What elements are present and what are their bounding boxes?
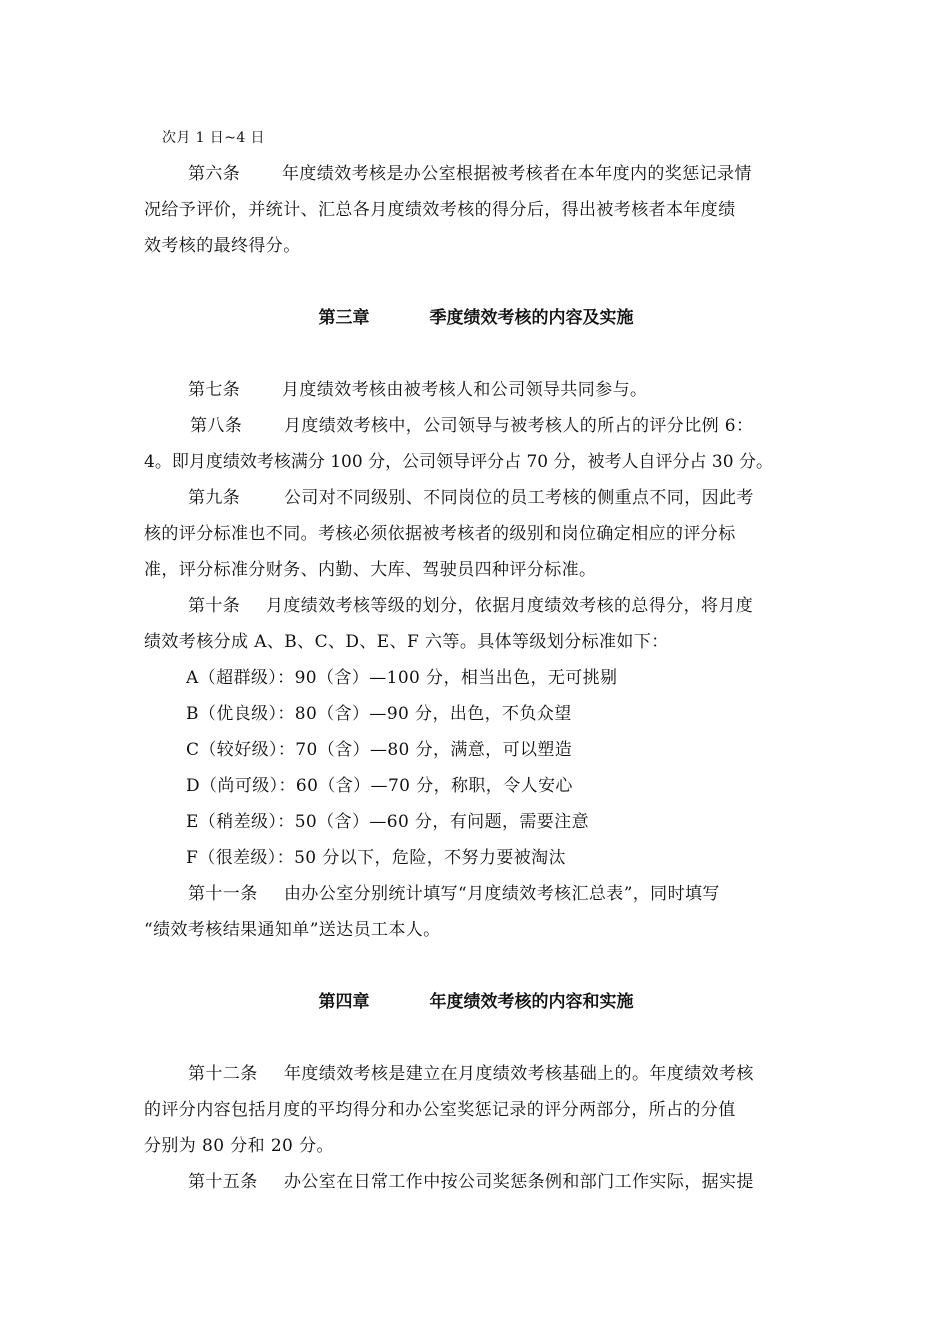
article-text: 月度绩效考核等级的划分，依据月度绩效考核的总得分，将月度 — [266, 596, 754, 616]
chapter-title: 年度绩效考核的内容和实施 — [429, 992, 634, 1012]
text-line: 核的评分标准也不同。考核必须依据被考核者的级别和岗位确定相应的评分标 — [144, 524, 736, 544]
article-label: 第八条 — [190, 416, 243, 436]
article-10 — [144, 588, 808, 624]
text-line: 4。即月度绩效考核满分 100 分，公司领导评分占 70 分，被考人自评分占 30 分。 — [144, 452, 773, 472]
chapter-label: 第四章 — [318, 992, 370, 1012]
article-15 — [144, 1164, 808, 1200]
grade-item: E（稍差级）：50（含）—60 分，有问题，需要注意 — [186, 812, 589, 832]
article-11 — [144, 876, 808, 912]
grade-item: C（较好级）：70（含）—80 分，满意，可以塑造 — [186, 740, 573, 760]
chapter-title: 季度绩效考核的内容及实施 — [429, 308, 634, 328]
article-9 — [144, 480, 808, 516]
article-7 — [144, 372, 808, 408]
spacer — [144, 948, 808, 984]
article-text: 月度绩效考核由被考核人和公司领导共同参与。 — [282, 380, 648, 400]
spacer — [144, 336, 808, 372]
document-body — [144, 120, 808, 1200]
spacer — [144, 1020, 808, 1056]
article-text: 由办公室分别统计填写“月度绩效考核汇总表”，同时填写 — [284, 884, 720, 904]
grade-item: A（超群级）：90（含）—100 分，相当出色，无可挑剔 — [186, 668, 618, 688]
text-line: 准，评分标准分财务、内勤、大库、驾驶员四种评分标准。 — [144, 560, 597, 580]
text-line: 况给予评价，并统计、汇总各月度绩效考核的得分后，得出被考核者本年度绩 — [144, 200, 736, 220]
article-6 — [144, 156, 808, 192]
article-12 — [144, 1056, 808, 1092]
article-text: 年度绩效考核是建立在月度绩效考核基础上的。年度绩效考核 — [284, 1064, 754, 1084]
text-line: “绩效考核结果通知单”送达员工本人。 — [144, 920, 441, 940]
article-text: 办公室在日常工作中按公司奖惩条例和部门工作实际，据实提 — [284, 1172, 754, 1192]
article-text: 公司对不同级别、不同岗位的员工考核的侧重点不同，因此考 — [284, 488, 754, 508]
article-text: 月度绩效考核中，公司领导与被考核人的所占的评分比例 6： — [284, 416, 754, 436]
chapter-4-heading — [144, 984, 808, 1020]
article-label: 第七条 — [188, 380, 241, 400]
chapter-label: 第三章 — [318, 308, 370, 328]
text-line: 绩效考核分成 A、B、C、D、E、F 六等。具体等级划分标准如下： — [144, 632, 669, 652]
article-label: 第十一条 — [188, 884, 258, 904]
chapter-3-heading — [144, 300, 808, 336]
grade-item: B（优良级）：80（含）—90 分，出色，不负众望 — [186, 704, 572, 724]
text-line: 效考核的最终得分。 — [144, 236, 301, 256]
article-label: 第十条 — [188, 596, 241, 616]
text-line: 次月 1 日~4 日 — [162, 130, 265, 146]
article-label: 第九条 — [188, 488, 241, 508]
grade-item: F（很差级）：50 分以下，危险，不努力要被淘汰 — [186, 848, 566, 868]
article-8 — [144, 408, 808, 444]
article-label: 第十五条 — [188, 1172, 258, 1192]
text-line: 分别为 80 分和 20 分。 — [144, 1136, 334, 1156]
spacer — [144, 264, 808, 300]
text-line: 的评分内容包括月度的平均得分和办公室奖惩记录的评分两部分，所占的分值 — [144, 1100, 736, 1120]
article-label: 第十二条 — [188, 1064, 258, 1084]
article-label: 第六条 — [188, 164, 241, 184]
grade-item: D（尚可级）：60（含）—70 分，称职，令人安心 — [186, 776, 573, 796]
article-text: 年度绩效考核是办公室根据被考核者在本年度内的奖惩记录情 — [282, 164, 752, 184]
